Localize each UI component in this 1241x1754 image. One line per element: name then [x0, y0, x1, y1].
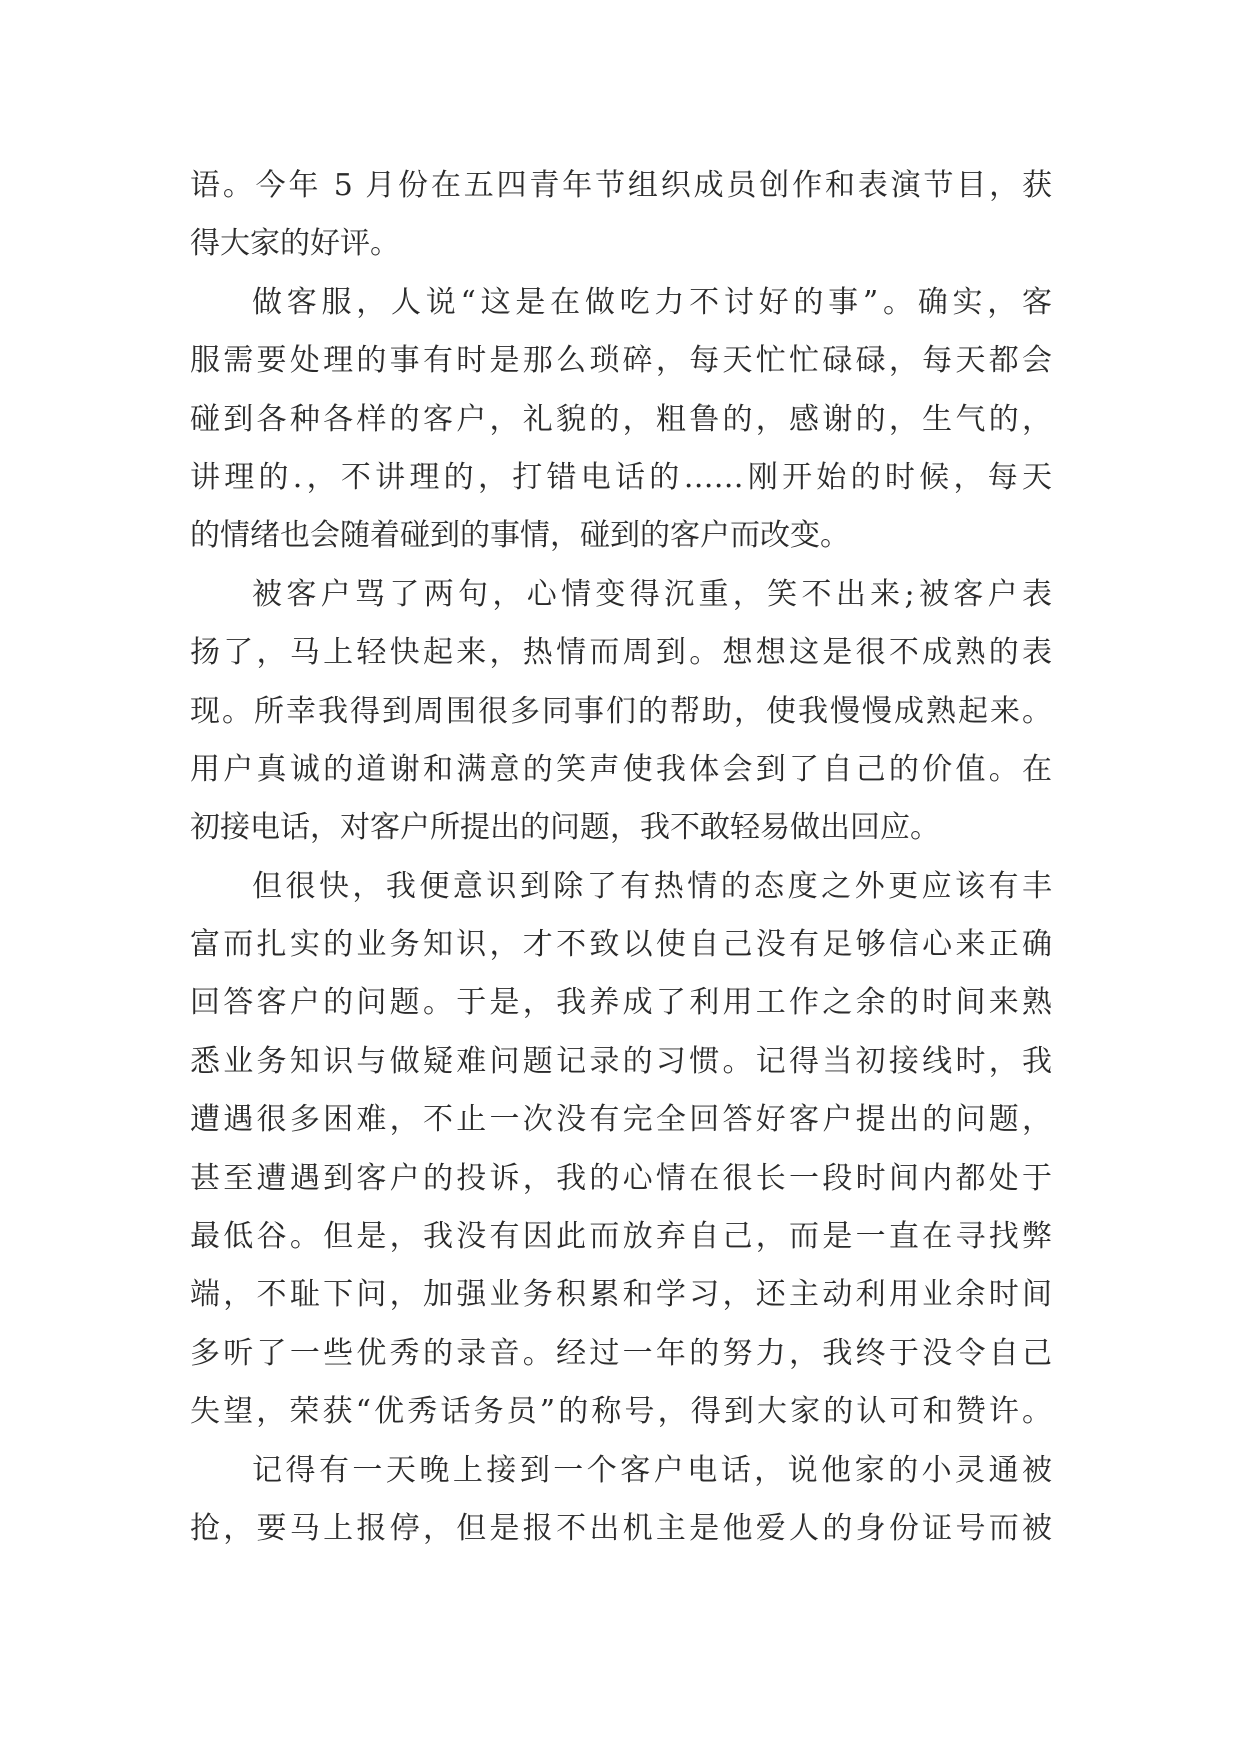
text-line: 做客服，人说“这是在做吃力不讨好的事”。确实，客	[252, 284, 1052, 320]
paragraph-3	[190, 566, 1052, 858]
paragraph-1	[190, 157, 1052, 274]
text-line: 甚至遭遇到客户的投诉，我的心情在很长一段时间内都处于	[190, 1160, 1052, 1196]
text-line: 得大家的好评。	[190, 226, 400, 262]
paragraph-4	[190, 858, 1052, 1442]
document-page	[190, 157, 1052, 1558]
text-line: 富而扎实的业务知识，才不致以使自己没有足够信心来正确	[190, 927, 1052, 963]
text-line: 回答客户的问题。于是，我养成了利用工作之余的时间来熟	[190, 985, 1052, 1021]
text-line: 端，不耻下问，加强业务积累和学习，还主动利用业余时间	[190, 1277, 1052, 1313]
text-line: 多听了一些优秀的录音。经过一年的努力，我终于没令自己	[190, 1335, 1052, 1371]
text-line: 的情绪也会随着碰到的事情，碰到的客户而改变。	[190, 518, 850, 554]
paragraph-2	[190, 274, 1052, 566]
text-line: 初接电话，对客户所提出的问题，我不敢轻易做出回应。	[190, 810, 940, 846]
text-line: 最低谷。但是，我没有因此而放弃自己，而是一直在寻找弊	[190, 1219, 1052, 1255]
text-line: 服需要处理的事有时是那么琐碎，每天忙忙碌碌，每天都会	[190, 343, 1052, 379]
text-line: 现。所幸我得到周围很多同事们的帮助，使我慢慢成熟起来。	[190, 693, 1052, 729]
text-line: 碰到各种各样的客户，礼貌的，粗鲁的，感谢的，生气的，	[190, 401, 1052, 437]
text-line: 用户真诚的道谢和满意的笑声使我体会到了自己的价值。在	[190, 751, 1052, 787]
text-line: 失望，荣获“优秀话务员”的称号，得到大家的认可和赞许。	[190, 1394, 1052, 1430]
text-line: 遭遇很多困难，不止一次没有完全回答好客户提出的问题，	[190, 1102, 1052, 1138]
text-line: 记得有一天晚上接到一个客户电话，说他家的小灵通被	[252, 1452, 1052, 1488]
text-line: 抢，要马上报停，但是报不出机主是他爱人的身份证号而被	[190, 1510, 1052, 1546]
text-line: 讲理的.，不讲理的，打错电话的……刚开始的时候，每天	[190, 459, 1052, 495]
text-line: 语。今年 5 月份在五四青年节组织成员创作和表演节目，获	[190, 168, 1052, 203]
text-line: 悉业务知识与做疑难问题记录的习惯。记得当初接线时，我	[190, 1043, 1052, 1079]
paragraph-5	[190, 1442, 1052, 1559]
text-line: 被客户骂了两句，心情变得沉重，笑不出来;被客户表	[252, 576, 1052, 612]
text-line: 但很快，我便意识到除了有热情的态度之外更应该有丰	[252, 868, 1052, 904]
text-line: 扬了，马上轻快起来，热情而周到。想想这是很不成熟的表	[190, 635, 1052, 671]
